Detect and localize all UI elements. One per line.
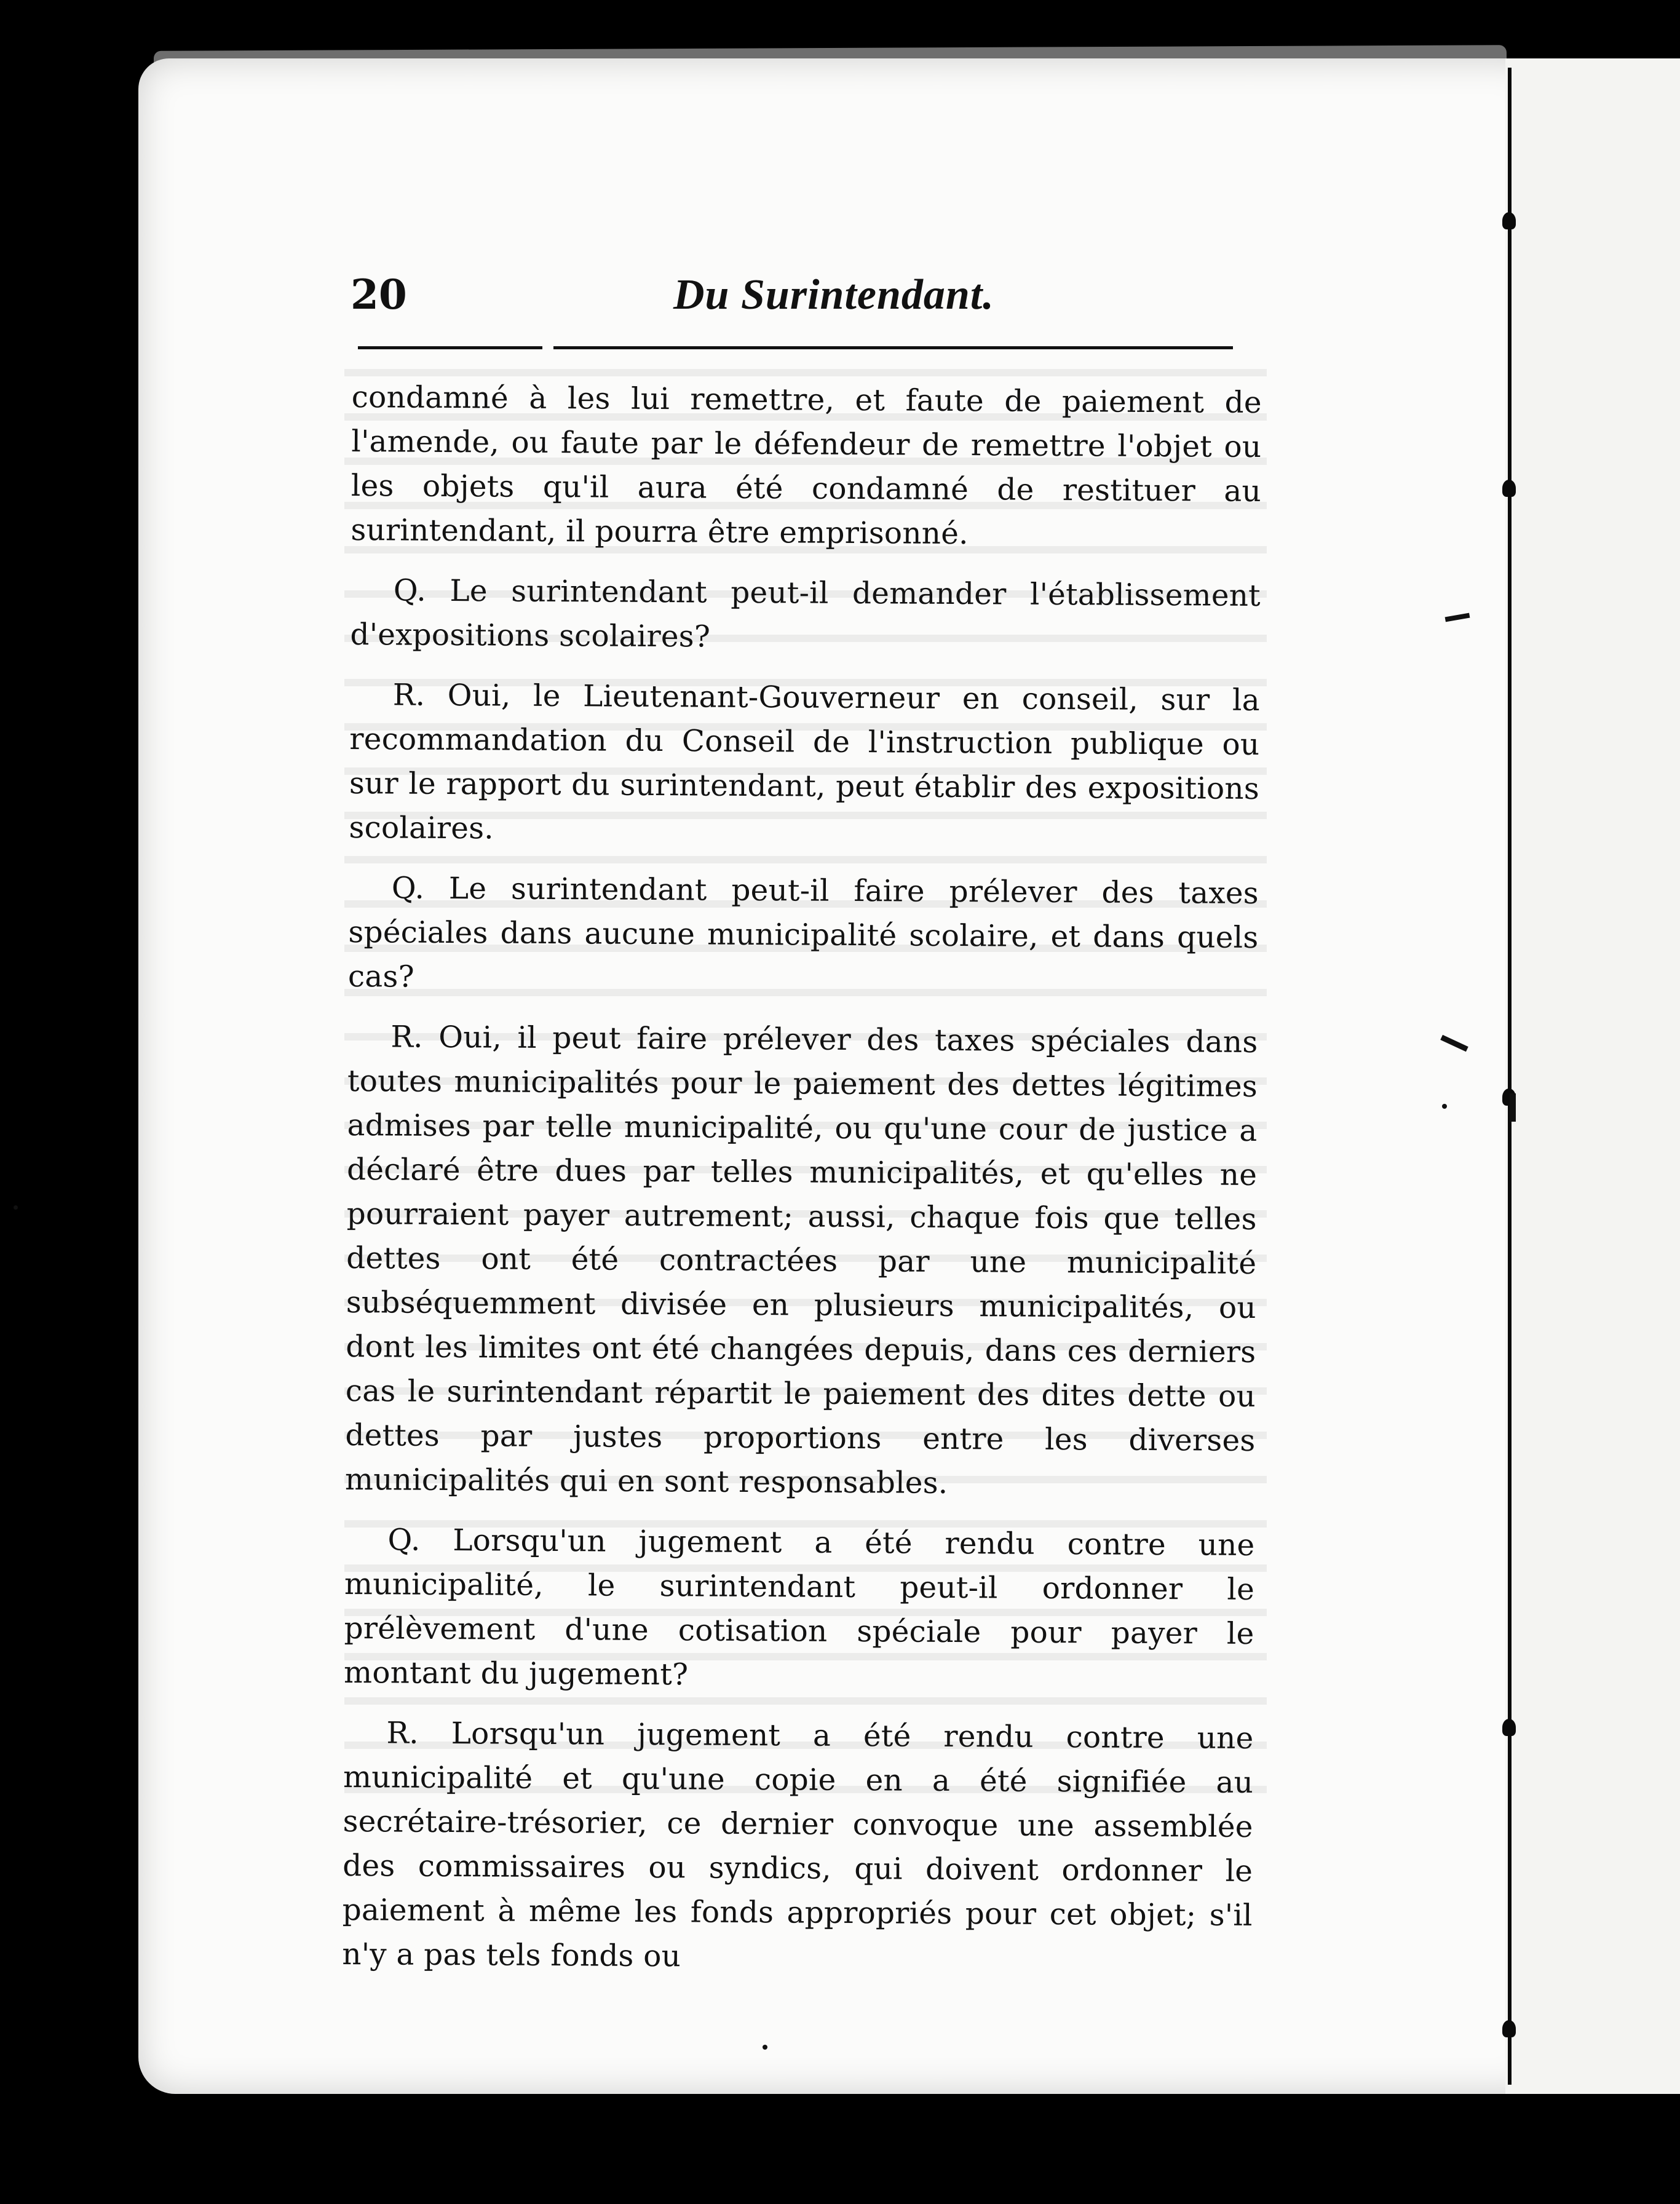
binding-stitch — [1502, 1719, 1516, 1736]
page-body — [342, 375, 1262, 1998]
binding-strip — [1505, 58, 1680, 2094]
stray-mark — [763, 2045, 767, 2050]
binding-stitch — [1502, 212, 1516, 229]
paragraph-answer: R. Lorsqu'un jugement a été rendu contre une municipalité et qu'une copie en a été signifiée au secrétaire-trésorier, ce dernier convoque une assemblée des commissaires ou syndics, qui doivent ordonner le paiement à même les fonds appropriés pour cet objet; s'il n'y a pas tels fonds ou — [342, 1716, 1254, 1974]
stray-mark — [1442, 1104, 1447, 1109]
paragraph-question: Q. Le surintendant peut-il demander l'établissement d'expositions scolaires? — [350, 573, 1261, 654]
page-header — [341, 271, 1233, 326]
header-rule-left — [358, 346, 542, 349]
binding-stitch — [1502, 480, 1516, 497]
paragraph-question: Q. Lorsqu'un jugement a été rendu contre une municipalité, le surintendant peut-il ordonner le prélèvement d'une cotisation spéciale pour payer le montant du jugement? — [343, 1523, 1255, 1692]
stray-mark — [14, 1205, 18, 1210]
stray-mark — [1510, 1093, 1516, 1122]
running-head: Du Surintendant. — [673, 271, 994, 319]
paragraph-continuation: condamné à les lui remettre, et faute de paiement de l'amende, ou faute par le défendeur de remettre l'objet ou les objets qu'il aura été condamné de restituer au surintendant, il pourra être emprisonné. — [351, 379, 1262, 552]
page-number: 20 — [351, 271, 407, 319]
binding-edge-line — [1508, 68, 1512, 2085]
paragraph-question: Q. Le surintendant peut-il faire prélever des taxes spéciales dans aucune municipalité scolaire, et dans quels cas? — [347, 871, 1259, 994]
paragraph-answer: R. Oui, le Lieutenant-Gouverneur en conseil, sur la recommandation du Conseil de l'instruction publique ou sur le rapport du surintendant, peut établir des expositions scolaires. — [349, 678, 1260, 846]
header-rule-right — [553, 346, 1233, 349]
paragraph-answer: R. Oui, il peut faire prélever des taxes spéciales dans toutes municipalités pour le paiement des dettes légitimes admises par telle municipalité, ou qu'une cour de justice a déclaré être dues par telles municipalités, et qu'elles ne pourraient payer autrement; aussi, chaque fois que telles dettes ont été contractées par une municipalité subséquemment divisée en plusieurs municipalités, ou dont les limites ont été changées depuis, dans ces derniers cas le surintendant répartit le paiement des dites dette ou dettes par justes proportions entre les diverses municipalités qui en sont responsables. — [344, 1020, 1258, 1500]
binding-stitch — [1502, 2020, 1516, 2037]
